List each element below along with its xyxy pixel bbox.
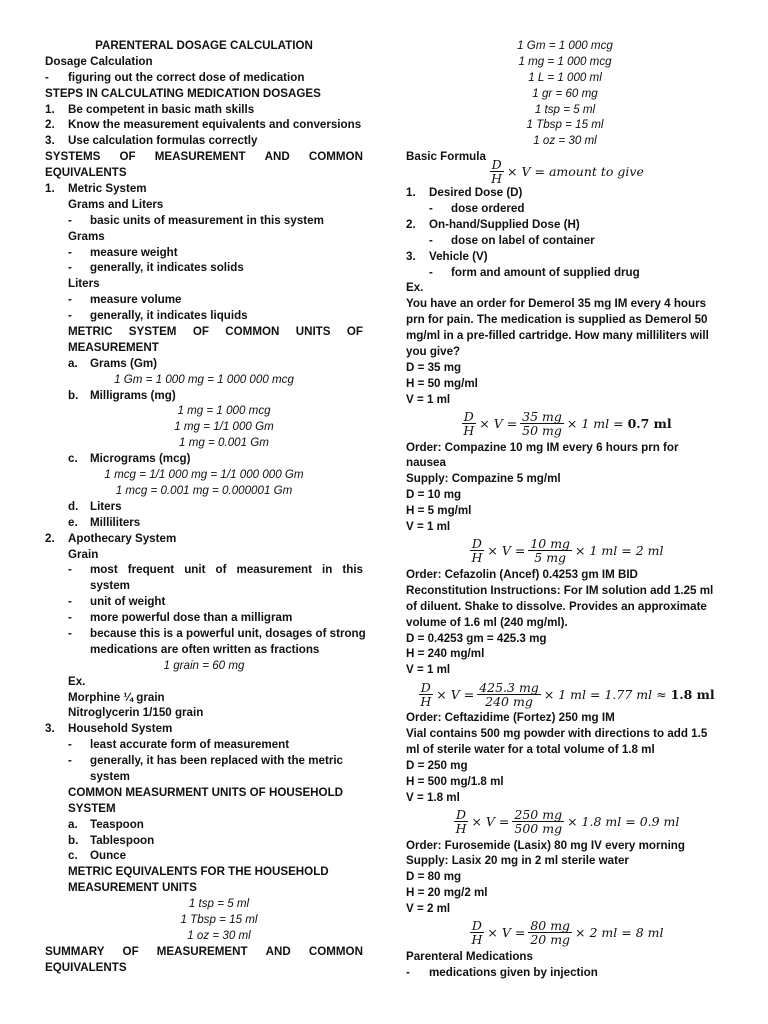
given-value: V = 1.8 ml: [406, 790, 460, 804]
instruction-text: volume of 1.6 ml (240 mg/ml).: [406, 615, 568, 629]
conversion-equation: 1 mcg = 1/1 000 mg = 1/1 000 000 Gm: [104, 468, 304, 482]
basic-formula: $\frac{D}{H}$ × V = amount to give: [491, 156, 644, 186]
problem-text: You have an order for Demerol 35 mg IM every 4 hours: [406, 297, 707, 311]
bullet-item: - measure volume: [68, 293, 182, 307]
instruction-text: Vial contains 500 mg powder with directions to add 1.5: [406, 727, 708, 741]
bullet-item: - generally, it has been replaced with the metric: [68, 754, 343, 768]
formula-component: 2. On-hand/Supplied Dose (H): [406, 217, 580, 231]
formula-component: 1. Desired Dose (D): [406, 186, 523, 200]
unit-item: b. Tablespoon: [68, 833, 155, 847]
conversion-equation: 1 Gm = 1 000 mg = 1 000 000 mcg: [114, 372, 294, 386]
conversion-equation: 1 oz = 30 ml: [187, 928, 251, 942]
bullet-item: - form and amount of supplied drug: [429, 265, 640, 279]
given-value: D = 0.4253 gm = 425.3 mg: [406, 631, 547, 645]
given-value: V = 1 ml: [406, 392, 451, 406]
apothecary-system-title: 2. Apothecary System: [45, 531, 177, 545]
household-common-units-heading: COMMON MEASURMENT UNITS OF HOUSEHOLD: [68, 785, 344, 799]
summary-equation: 1 L = 1 000 ml: [528, 70, 602, 84]
calculation-equation: $\frac{D}{H}$ × V = $\frac{425.3 mg}{240 mg}$ × 1 ml = 1.77 ml ≈ 1.8 ml: [420, 679, 715, 709]
given-value: D = 250 mg: [406, 758, 468, 772]
given-value: D = 10 mg: [406, 488, 462, 502]
bullet-item: - medications given by injection: [406, 965, 598, 979]
given-value: V = 1 ml: [406, 520, 451, 534]
conversion-equation: 1 mg = 1/1 000 Gm: [174, 420, 274, 434]
unit-item: a. Teaspoon: [68, 817, 144, 831]
summary-equation: 1 oz = 30 ml: [533, 134, 597, 148]
apothecary-subheading: Grain: [68, 547, 99, 561]
order-text: Order: Furosemide (Lasix) 80 mg IV every morning: [406, 838, 685, 852]
given-value: D = 80 mg: [406, 870, 462, 884]
summary-equation: 1 mg = 1 000 mcg: [518, 54, 612, 68]
given-value: V = 1 ml: [406, 663, 451, 677]
metric-system-title: 1. Metric System: [45, 182, 147, 196]
bullet-continuation: system: [90, 769, 130, 783]
conversion-equation: 1 mg = 1 000 mcg: [177, 404, 271, 418]
bullet-item: - because this is a powerful unit, dosages of strong: [68, 626, 366, 640]
step-item: 2. Know the measurement equivalents and conversions: [45, 118, 362, 132]
liters-label: Liters: [68, 277, 100, 291]
bullet-item: - dose on label of container: [429, 233, 595, 247]
calculation-equation: $\frac{D}{H}$ × V = $\frac{250 mg}{500 mg}$ × 1.8 ml = 0.9 ml: [455, 807, 680, 837]
metric-common-units-heading: METRIC SYSTEM OF COMMON UNITS OF: [68, 325, 363, 339]
conversion-equation: 1 Tbsp = 15 ml: [180, 912, 258, 926]
unit-item: b. Milligrams (mg): [68, 388, 176, 402]
unit-item: c. Ounce: [68, 849, 127, 863]
order-text: Order: Compazine 10 mg IM every 6 hours prn for: [406, 440, 679, 454]
metric-subheading: Grams and Liters: [68, 197, 164, 211]
left-column: [45, 38, 366, 976]
household-common-units-heading-line2: SYSTEM: [68, 801, 116, 815]
given-value: H = 500 mg/1.8 ml: [406, 774, 504, 788]
given-value: H = 240 mg/ml: [406, 647, 485, 661]
formula-component: 3. Vehicle (V): [406, 249, 488, 263]
supply-text: Supply: Lasix 20 mg in 2 ml sterile water: [406, 854, 629, 868]
conversion-equation: 1 mg = 0.001 Gm: [179, 436, 269, 450]
step-item: 1. Be competent in basic math skills: [45, 102, 255, 116]
given-value: V = 2 ml: [406, 902, 451, 916]
formula-fraction: $\frac{D}{H}$: [491, 156, 503, 186]
calculation-equation: $\frac{D}{H}$ × V = $\frac{10 mg}{5 mg}$ × 1 ml = 2 ml: [471, 536, 664, 566]
summary-equation: 1 tsp = 5 ml: [534, 102, 596, 116]
bullet-continuation: system: [90, 579, 130, 593]
unit-item: c. Micrograms (mcg): [68, 452, 191, 466]
given-value: H = 50 mg/ml: [406, 376, 478, 390]
bullet-item: - dose ordered: [429, 202, 525, 216]
right-column: [406, 38, 724, 981]
bullet-item: - least accurate form of measurement: [68, 738, 290, 752]
metric-common-units-heading-line2: MEASUREMENT: [68, 340, 159, 354]
bullet-item: - most frequent unit of measurement in this: [68, 563, 363, 577]
dosage-definition: - figuring out the correct dose of medication: [45, 70, 305, 84]
instruction-text: ml of sterile water for a total volume of 1.8 ml: [406, 742, 655, 756]
household-equiv-heading-line2: MEASUREMENT UNITS: [68, 881, 197, 895]
systems-heading: SYSTEMS OF MEASUREMENT AND COMMON: [45, 150, 363, 164]
household-equiv-heading: METRIC EQUIVALENTS FOR THE HOUSEHOLD: [68, 865, 329, 879]
example-item: Nitroglycerin 1/150 grain: [68, 706, 204, 720]
example-label: Ex.: [406, 281, 424, 295]
conversion-equation: 1 tsp = 5 ml: [188, 897, 250, 911]
supply-text: Supply: Compazine 5 mg/ml: [406, 472, 561, 486]
problem-text: you give?: [406, 345, 461, 359]
calculation-equation: $\frac{D}{H}$ × V = $\frac{80 mg}{20 mg}$ × 2 ml = 8 ml: [471, 918, 664, 948]
basic-formula-label: Basic Formula: [406, 150, 486, 164]
given-value: D = 35 mg: [406, 360, 462, 374]
given-value: H = 5 mg/ml: [406, 504, 472, 518]
summary-heading-line2: EQUIVALENTS: [45, 960, 127, 974]
summary-heading: SUMMARY OF MEASUREMENT AND COMMON: [45, 944, 363, 958]
household-system-title: 3. Household System: [45, 722, 173, 736]
example-label: Ex.: [68, 674, 86, 688]
bullet-item: - unit of weight: [68, 595, 166, 609]
problem-text: prn for pain. The medication is supplied as Demerol 50: [406, 313, 708, 327]
summary-equation: 1 gr = 60 mg: [532, 86, 598, 100]
bullet-item: - generally, it indicates solids: [68, 261, 244, 275]
summary-equation: 1 Gm = 1 000 mcg: [517, 39, 613, 52]
unit-item: d. Liters: [68, 499, 122, 513]
bullet-item: - basic units of measurement in this system: [68, 213, 324, 227]
calculation-equation: $\frac{D}{H}$ × V = $\frac{35 mg}{50 mg}$ × 1 ml = 0.7 ml: [463, 409, 672, 439]
bullet-item: - measure weight: [68, 245, 178, 259]
parenteral-medications-heading: Parenteral Medications: [406, 949, 533, 963]
bullet-item: - generally, it indicates liquids: [68, 309, 248, 323]
conversion-equation: 1 mcg = 0.001 mg = 0.000001 Gm: [115, 483, 293, 497]
given-value: H = 20 mg/2 ml: [406, 886, 488, 900]
instruction-text: of diluent. Shake to dissolve. Provides an approximate: [406, 599, 707, 613]
unit-item: a. Grams (Gm): [68, 356, 158, 370]
problem-text: mg/ml in a pre-filled cartridge. How many milliliters will: [406, 329, 709, 343]
systems-heading-line2: EQUIVALENTS: [45, 166, 127, 180]
grain-equation: 1 grain = 60 mg: [163, 658, 245, 672]
grams-label: Grams: [68, 229, 105, 243]
bullet-continuation: medications are often written as fractions: [90, 642, 320, 656]
unit-item: e. Milliliters: [68, 515, 141, 529]
step-item: 3. Use calculation formulas correctly: [45, 134, 258, 148]
dosage-calculation-heading: Dosage Calculation: [45, 54, 153, 68]
example-item: Morphine ¼ grain: [68, 690, 165, 704]
bullet-item: - more powerful dose than a milligram: [68, 611, 293, 625]
order-text: nausea: [406, 456, 446, 470]
summary-equation: 1 Tbsp = 15 ml: [526, 118, 604, 132]
steps-heading: STEPS IN CALCULATING MEDICATION DOSAGES: [45, 86, 321, 100]
instruction-text: Reconstitution Instructions: For IM solution add 1.25 ml: [406, 583, 714, 597]
document-title: PARENTERAL DOSAGE CALCULATION: [95, 39, 313, 52]
order-text: Order: Cefazolin (Ancef) 0.4253 gm IM BID: [406, 567, 638, 581]
order-text: Order: Ceftazidime (Fortez) 250 mg IM: [406, 711, 615, 725]
